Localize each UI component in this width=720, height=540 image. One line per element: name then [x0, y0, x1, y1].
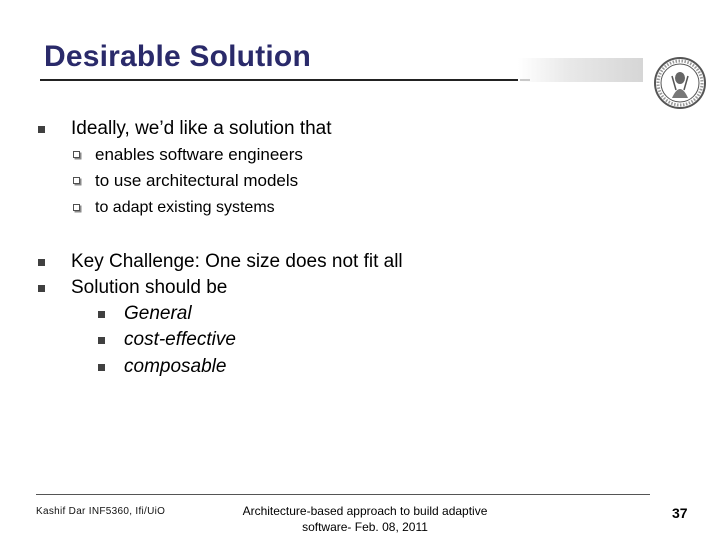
page-number: 37 — [672, 505, 688, 521]
sub-bullet-text: General — [124, 303, 192, 324]
slide-title: Desirable Solution — [44, 40, 311, 73]
bullet-icon — [38, 126, 45, 133]
sub-bullet-icon — [98, 364, 105, 371]
sub-bullet-icon — [98, 311, 105, 318]
sub-bullet-icon — [73, 151, 80, 158]
footer-title-line1: Architecture-based approach to build adaptive — [242, 504, 488, 518]
sub-bullet-icon — [73, 177, 80, 184]
footer-title-line2: software- Feb. 08, 2011 — [302, 520, 428, 534]
sub-bullet-icon — [98, 337, 105, 344]
sub-bullet-text: to adapt existing systems — [95, 199, 275, 216]
sub-bullet-text: to use architectural models — [95, 171, 299, 190]
sub-bullet-text: enables software engineers — [95, 145, 303, 164]
sub-bullet-text: cost-effective — [124, 329, 236, 350]
bullet-text: Ideally, we’d like a solution that — [71, 118, 332, 139]
title-divider — [40, 79, 518, 81]
university-seal-icon — [653, 56, 707, 110]
title-fade-tick — [520, 79, 530, 81]
footer-divider — [36, 494, 650, 495]
sub-bullet-text: composable — [124, 356, 227, 377]
sub-bullet-icon — [73, 204, 80, 211]
bullet-text: Key Challenge: One size does not fit all — [71, 251, 403, 272]
footer-title — [215, 503, 515, 535]
bullet-icon — [38, 285, 45, 292]
title-fade-bar — [518, 58, 643, 82]
bullet-text: Solution should be — [71, 277, 228, 298]
footer-author: Kashif Dar INF5360, Ifi/UiO — [36, 506, 166, 517]
bullet-icon — [38, 259, 45, 266]
